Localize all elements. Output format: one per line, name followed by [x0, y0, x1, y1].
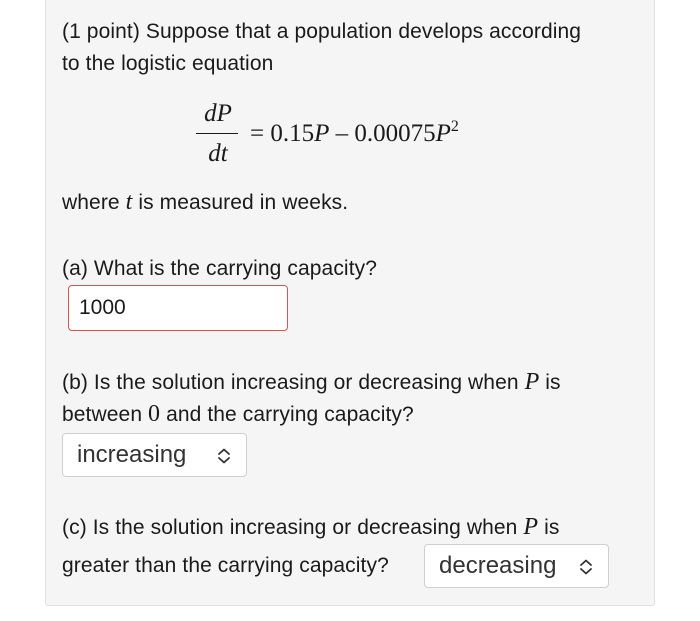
- problem-intro-line2: to the logistic equation: [62, 52, 274, 75]
- variable-p-2: P: [435, 120, 451, 147]
- fraction-denominator: dt: [208, 140, 228, 167]
- part-c-line1-suffix: is: [538, 516, 560, 539]
- minus-sign: –: [335, 120, 349, 147]
- part-c-select[interactable]: [424, 544, 609, 588]
- part-c-select-value: decreasing: [439, 552, 557, 579]
- problem-card: [45, 0, 655, 606]
- where-suffix: is measured in weeks.: [132, 191, 349, 214]
- carrying-capacity-input[interactable]: 1000: [68, 285, 288, 331]
- where-prefix: where: [62, 191, 126, 214]
- fraction-numerator: dP: [204, 100, 232, 127]
- part-b-variable-p: P: [524, 369, 540, 395]
- coefficient-1: 0.15: [270, 120, 315, 147]
- part-a-question: (a) What is the carrying capacity?: [62, 257, 378, 280]
- equals-sign: =: [250, 120, 265, 147]
- part-b-zero: 0: [148, 401, 161, 427]
- exponent: 2: [450, 118, 459, 135]
- up-down-chevron-icon: [579, 558, 593, 576]
- up-down-chevron-icon: [217, 447, 231, 465]
- coefficient-2: 0.00075: [354, 120, 436, 147]
- equation-right-side: [250, 118, 459, 148]
- part-b-line2: [62, 398, 414, 431]
- part-b-line2-prefix: between: [62, 403, 149, 426]
- part-b-select-value: increasing: [77, 441, 187, 468]
- part-b-line1-prefix: (b) Is the solution increasing or decreasing when: [62, 371, 525, 394]
- part-c-line2: greater than the carrying capacity?: [62, 554, 389, 577]
- part-c-line1: [62, 511, 559, 544]
- variable-t: t: [125, 189, 133, 215]
- where-line: [62, 186, 348, 219]
- problem-intro-line1: (1 point) Suppose that a population develops according: [62, 20, 582, 43]
- part-b-line1-suffix: is: [539, 371, 561, 394]
- part-b-line2-suffix: and the carrying capacity?: [160, 403, 414, 426]
- part-b-select[interactable]: [62, 433, 247, 477]
- part-b-line1: [62, 366, 561, 399]
- part-c-variable-p: P: [523, 514, 539, 540]
- variable-p-1: P: [314, 120, 330, 147]
- fraction-bar: [196, 133, 238, 134]
- part-c-line1-prefix: (c) Is the solution increasing or decreasing when: [62, 516, 524, 539]
